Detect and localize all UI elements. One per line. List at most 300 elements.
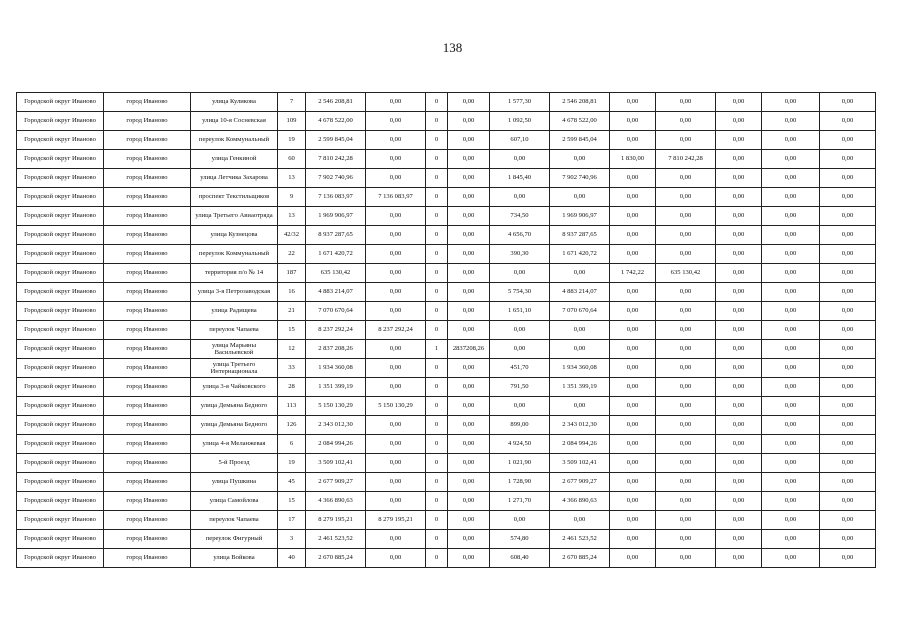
table-cell: 7 136 083,97 (306, 188, 366, 207)
table-cell: 4 366 890,63 (550, 492, 610, 511)
table-cell: 0,00 (820, 226, 876, 245)
table-cell: 3 509 102,41 (306, 454, 366, 473)
table-cell: 17 (278, 511, 306, 530)
table-cell: 0,00 (762, 492, 820, 511)
table-cell: Городской округ Иваново (17, 492, 104, 511)
table-cell: город Иваново (104, 150, 191, 169)
table-row (17, 416, 876, 435)
table-cell: 7 (278, 93, 306, 112)
table-cell: 0,00 (762, 283, 820, 302)
table-cell: 0,00 (762, 207, 820, 226)
table-cell: 0,00 (610, 473, 656, 492)
table-cell: 0 (426, 549, 448, 568)
table-cell: город Иваново (104, 359, 191, 378)
table-cell: 0,00 (656, 530, 716, 549)
table-cell: 0,00 (610, 416, 656, 435)
table-cell: 0,00 (762, 530, 820, 549)
table-cell: 0,00 (610, 340, 656, 359)
table-cell: 0,00 (610, 549, 656, 568)
table-cell: 0,00 (820, 245, 876, 264)
table-cell: 0,00 (366, 283, 426, 302)
table-cell: 0,00 (448, 397, 490, 416)
table-cell: 0,00 (656, 207, 716, 226)
table-cell: 1 969 906,97 (306, 207, 366, 226)
table-cell: 0,00 (366, 492, 426, 511)
table-cell: 791,50 (490, 378, 550, 397)
table-cell: 8 279 195,21 (366, 511, 426, 530)
table-cell: 0 (426, 454, 448, 473)
table-cell: 0,00 (762, 150, 820, 169)
table-cell: 0,00 (820, 473, 876, 492)
table-cell: 0,00 (716, 454, 762, 473)
table-row (17, 226, 876, 245)
table-cell: 2 670 885,24 (550, 549, 610, 568)
table-cell: Городской округ Иваново (17, 188, 104, 207)
table-cell: 8 937 287,65 (306, 226, 366, 245)
table-cell: 7 810 242,28 (656, 150, 716, 169)
table-cell: город Иваново (104, 454, 191, 473)
table-cell: проспект Текстильщиков (191, 188, 278, 207)
table-cell: 0 (426, 188, 448, 207)
table-cell: 0,00 (610, 283, 656, 302)
table-cell: территория п/о № 14 (191, 264, 278, 283)
table-cell: 574,80 (490, 530, 550, 549)
table-cell: город Иваново (104, 340, 191, 359)
table-cell: улица 3-я Чайковского (191, 378, 278, 397)
table-cell: 0 (426, 150, 448, 169)
table-row (17, 283, 876, 302)
table-cell: 390,30 (490, 245, 550, 264)
table-cell: 0 (426, 131, 448, 150)
table-cell: 0,00 (656, 321, 716, 340)
table-cell: 113 (278, 397, 306, 416)
table-cell: 0,00 (550, 264, 610, 283)
table-cell: 2837208,26 (448, 340, 490, 359)
table-cell: 5-й Проезд (191, 454, 278, 473)
table-cell: Городской округ Иваново (17, 549, 104, 568)
table-cell: 0,00 (550, 150, 610, 169)
table-cell: 0,00 (716, 264, 762, 283)
table-cell: 0,00 (448, 302, 490, 321)
table-cell: 0,00 (656, 454, 716, 473)
table-cell: 1 271,70 (490, 492, 550, 511)
table-cell: Городской округ Иваново (17, 112, 104, 131)
table-cell: 451,70 (490, 359, 550, 378)
table-cell: 0,00 (490, 150, 550, 169)
table-cell: 0,00 (716, 340, 762, 359)
table-cell: город Иваново (104, 378, 191, 397)
table-cell: 0,00 (610, 112, 656, 131)
table-cell: 0,00 (610, 226, 656, 245)
table-cell: 0,00 (366, 264, 426, 283)
table-cell: 0,00 (448, 264, 490, 283)
table-cell: 5 754,30 (490, 283, 550, 302)
table-cell: 0,00 (716, 397, 762, 416)
table-cell: 0,00 (656, 340, 716, 359)
table-cell: Городской округ Иваново (17, 511, 104, 530)
table-cell: 2 461 523,52 (306, 530, 366, 549)
table-cell: 0,00 (448, 549, 490, 568)
table-cell: улица Самойлова (191, 492, 278, 511)
table-cell: 0,00 (656, 169, 716, 188)
table-cell: 0,00 (366, 378, 426, 397)
table-cell: город Иваново (104, 226, 191, 245)
table-cell: 0,00 (366, 207, 426, 226)
table-cell: 0,00 (550, 321, 610, 340)
table-cell: 0,00 (448, 454, 490, 473)
table-cell: 0,00 (610, 435, 656, 454)
table-row (17, 530, 876, 549)
table-cell: 7 136 083,97 (366, 188, 426, 207)
table-cell: 16 (278, 283, 306, 302)
table-cell: переулок Коммунальный (191, 131, 278, 150)
table-cell: 8 279 195,21 (306, 511, 366, 530)
table-cell: 0,00 (716, 473, 762, 492)
table-cell: 0,00 (610, 302, 656, 321)
table-cell: 0,00 (656, 131, 716, 150)
table-cell: 0,00 (610, 397, 656, 416)
table-cell: 22 (278, 245, 306, 264)
table-cell: 0,00 (716, 302, 762, 321)
table-cell: 0,00 (448, 435, 490, 454)
table-cell: 5 150 130,29 (306, 397, 366, 416)
table-cell: город Иваново (104, 492, 191, 511)
table-cell: 0,00 (716, 283, 762, 302)
table-cell: 0,00 (448, 416, 490, 435)
table-cell: Городской округ Иваново (17, 416, 104, 435)
table-row (17, 321, 876, 340)
table-cell: 0,00 (366, 473, 426, 492)
table-cell: улица 10-я Сосневская (191, 112, 278, 131)
table-cell: 1 021,90 (490, 454, 550, 473)
table-cell: 1 351 399,19 (550, 378, 610, 397)
table-cell: 0,00 (762, 511, 820, 530)
table-cell: Городской округ Иваново (17, 321, 104, 340)
table-row (17, 492, 876, 511)
table-cell: 0,00 (656, 359, 716, 378)
table-cell: улица Третьего Интернационала (191, 359, 278, 378)
table-cell: 0 (426, 93, 448, 112)
table-cell: 1 728,90 (490, 473, 550, 492)
table-cell: город Иваново (104, 207, 191, 226)
table-cell: 12 (278, 340, 306, 359)
table-cell: 1 742,22 (610, 264, 656, 283)
table-cell: 126 (278, 416, 306, 435)
table-row (17, 131, 876, 150)
table-cell: 0,00 (448, 359, 490, 378)
table-cell: 0,00 (366, 302, 426, 321)
table-cell: 0,00 (762, 245, 820, 264)
table-cell: 0,00 (762, 188, 820, 207)
table-cell: 0 (426, 245, 448, 264)
table-cell: 0,00 (762, 378, 820, 397)
table-cell: 2 670 885,24 (306, 549, 366, 568)
table-row (17, 454, 876, 473)
table-cell: 0,00 (610, 492, 656, 511)
table-cell: 8 937 287,65 (550, 226, 610, 245)
table-cell: улица Демьяна Бедного (191, 397, 278, 416)
registry-table (16, 92, 876, 568)
table-cell: 4 924,50 (490, 435, 550, 454)
table-cell: 0,00 (762, 435, 820, 454)
table-cell: 0,00 (762, 226, 820, 245)
table-row (17, 302, 876, 321)
table-cell: улица Летчика Захарова (191, 169, 278, 188)
table-cell: 0,00 (490, 397, 550, 416)
table-cell: 0,00 (762, 473, 820, 492)
table-row (17, 169, 876, 188)
table-cell: город Иваново (104, 283, 191, 302)
table-cell: 2 084 994,26 (550, 435, 610, 454)
table-cell: город Иваново (104, 264, 191, 283)
table-cell: 13 (278, 207, 306, 226)
table-cell: 0,00 (610, 530, 656, 549)
table-cell: 1 830,00 (610, 150, 656, 169)
table-cell: 2 343 012,30 (550, 416, 610, 435)
table-cell: 0,00 (656, 511, 716, 530)
table-cell: 15 (278, 492, 306, 511)
table-cell: 0,00 (490, 264, 550, 283)
table-cell: город Иваново (104, 188, 191, 207)
table-cell: город Иваново (104, 93, 191, 112)
table-cell: 3 (278, 530, 306, 549)
table-cell: 2 084 994,26 (306, 435, 366, 454)
table-cell: 0,00 (656, 226, 716, 245)
table-cell: улица Марьяны Васильевской (191, 340, 278, 359)
table-cell: 0 (426, 169, 448, 188)
table-cell: 0,00 (820, 283, 876, 302)
table-cell: 0,00 (550, 340, 610, 359)
table-cell: 0,00 (820, 340, 876, 359)
table-cell: 0,00 (550, 511, 610, 530)
table-cell: 0,00 (366, 112, 426, 131)
table-cell: 0,00 (490, 340, 550, 359)
table-cell: Городской округ Иваново (17, 454, 104, 473)
table-cell: 0,00 (716, 226, 762, 245)
table-cell: 0,00 (716, 435, 762, 454)
table-cell: 635 130,42 (306, 264, 366, 283)
table-cell: Городской округ Иваново (17, 397, 104, 416)
table-cell: 0 (426, 473, 448, 492)
table-cell: улица Пушкина (191, 473, 278, 492)
table-cell: 0,00 (762, 302, 820, 321)
table-cell: 0,00 (448, 150, 490, 169)
table-cell: 0,00 (448, 169, 490, 188)
table-cell: 0,00 (448, 245, 490, 264)
table-cell: 0,00 (716, 530, 762, 549)
table-cell: 0,00 (448, 492, 490, 511)
table-body (17, 93, 876, 568)
table-cell: 0,00 (820, 378, 876, 397)
table-cell: улица 3-я Петрозаводская (191, 283, 278, 302)
table-cell: 0,00 (610, 93, 656, 112)
table-cell: город Иваново (104, 245, 191, 264)
table-cell: 7 070 670,64 (550, 302, 610, 321)
table-cell: 1 934 360,08 (550, 359, 610, 378)
table-cell: 0,00 (610, 207, 656, 226)
table-cell: 0,00 (490, 188, 550, 207)
table-cell: 635 130,42 (656, 264, 716, 283)
table-cell: 0,00 (656, 473, 716, 492)
table-cell: Городской округ Иваново (17, 226, 104, 245)
table-cell: город Иваново (104, 435, 191, 454)
table-cell: 0,00 (762, 416, 820, 435)
table-cell: Городской округ Иваново (17, 473, 104, 492)
table-cell: 0,00 (716, 511, 762, 530)
table-cell: город Иваново (104, 549, 191, 568)
table-cell: 13 (278, 169, 306, 188)
table-cell: 1 351 399,19 (306, 378, 366, 397)
table-cell: переулок Коммунальный (191, 245, 278, 264)
table-row (17, 378, 876, 397)
table-cell: 21 (278, 302, 306, 321)
table-cell: 0,00 (716, 112, 762, 131)
table-cell: 2 343 012,30 (306, 416, 366, 435)
table-cell: 0,00 (366, 435, 426, 454)
table-cell: 0,00 (716, 321, 762, 340)
table-cell: 2 546 208,81 (550, 93, 610, 112)
table-cell: 0,00 (820, 416, 876, 435)
table-cell: Городской округ Иваново (17, 435, 104, 454)
table-cell: 0,00 (490, 321, 550, 340)
table-cell: 0,00 (448, 188, 490, 207)
table-cell: 0,00 (716, 188, 762, 207)
table-cell: 2 461 523,52 (550, 530, 610, 549)
table-cell: город Иваново (104, 302, 191, 321)
table-cell: 0,00 (716, 207, 762, 226)
table-cell: 0 (426, 397, 448, 416)
table-cell: улица Войкова (191, 549, 278, 568)
table-cell: 0,00 (610, 454, 656, 473)
table-row (17, 245, 876, 264)
table-cell: 0,00 (448, 511, 490, 530)
table-cell: 0,00 (656, 378, 716, 397)
table-cell: 0,00 (610, 321, 656, 340)
table-row (17, 264, 876, 283)
table-cell: 0,00 (550, 397, 610, 416)
table-cell: 0,00 (448, 93, 490, 112)
table-cell: 0,00 (366, 549, 426, 568)
table-cell: 0,00 (656, 492, 716, 511)
table-cell: 0,00 (762, 112, 820, 131)
table-cell: 0,00 (716, 131, 762, 150)
table-cell: 4 656,70 (490, 226, 550, 245)
table-cell: 0,00 (448, 112, 490, 131)
table-cell: 0,00 (716, 169, 762, 188)
table-cell: 0,00 (448, 283, 490, 302)
table-cell: 7 810 242,28 (306, 150, 366, 169)
table-cell: 2 677 909,27 (550, 473, 610, 492)
table-cell: 0,00 (762, 549, 820, 568)
table-row (17, 340, 876, 359)
table-cell: 0 (426, 511, 448, 530)
table-cell: Городской округ Иваново (17, 302, 104, 321)
table-row (17, 188, 876, 207)
table-cell: Городской округ Иваново (17, 359, 104, 378)
table-cell: 0,00 (366, 530, 426, 549)
table-cell: переулок Чапаева (191, 321, 278, 340)
table-cell: 1 969 906,97 (550, 207, 610, 226)
table-cell: 0,00 (820, 93, 876, 112)
table-cell: 19 (278, 131, 306, 150)
table-cell: 7 902 740,96 (550, 169, 610, 188)
table-cell: 0,00 (610, 359, 656, 378)
table-cell: 4 366 890,63 (306, 492, 366, 511)
table-cell: переулок Чапаева (191, 511, 278, 530)
table-cell: 0,00 (820, 530, 876, 549)
table-cell: 60 (278, 150, 306, 169)
table-cell: город Иваново (104, 416, 191, 435)
table-cell: 0,00 (366, 359, 426, 378)
table-cell: 0,00 (656, 283, 716, 302)
table-cell: 0,00 (550, 188, 610, 207)
table-cell: город Иваново (104, 473, 191, 492)
table-cell: улица Кузнецова (191, 226, 278, 245)
table-cell: 1 577,30 (490, 93, 550, 112)
page-number: 138 (442, 40, 463, 55)
table-cell: 5 150 130,29 (366, 397, 426, 416)
table-cell: улица Радищева (191, 302, 278, 321)
table-cell: 0,00 (366, 131, 426, 150)
table-cell: 0,00 (716, 245, 762, 264)
table-cell: Городской округ Иваново (17, 283, 104, 302)
table-cell: Городской округ Иваново (17, 93, 104, 112)
table-row (17, 112, 876, 131)
table-cell: 1 671 420,72 (550, 245, 610, 264)
table-cell: 0,00 (610, 188, 656, 207)
table-cell: 0,00 (820, 264, 876, 283)
table-cell: 0,00 (820, 359, 876, 378)
table-cell: Городской округ Иваново (17, 150, 104, 169)
table-row (17, 93, 876, 112)
table-cell: улица Генкиной (191, 150, 278, 169)
table-cell: 1 671 420,72 (306, 245, 366, 264)
table-cell: 0 (426, 321, 448, 340)
table-cell: 7 070 670,64 (306, 302, 366, 321)
table-cell: 8 237 292,24 (306, 321, 366, 340)
table-cell: 40 (278, 549, 306, 568)
table-cell: 0,00 (762, 454, 820, 473)
table-cell: 0,00 (716, 549, 762, 568)
table-row (17, 397, 876, 416)
table-cell: 4 883 214,07 (550, 283, 610, 302)
table-cell: 4 678 522,00 (550, 112, 610, 131)
table-cell: 0 (426, 207, 448, 226)
table-cell: Городской округ Иваново (17, 378, 104, 397)
table-cell: 0,00 (366, 169, 426, 188)
table-cell: 0,00 (490, 511, 550, 530)
table-row (17, 150, 876, 169)
table-cell: 6 (278, 435, 306, 454)
table-cell: 45 (278, 473, 306, 492)
table-cell: 0,00 (762, 321, 820, 340)
table-cell: 0,00 (820, 549, 876, 568)
table-cell: улица Третьего Авиаотряда (191, 207, 278, 226)
table-cell: Городской округ Иваново (17, 264, 104, 283)
table-cell: Городской округ Иваново (17, 207, 104, 226)
table-cell: город Иваново (104, 397, 191, 416)
table-cell: 15 (278, 321, 306, 340)
table-cell: 0,00 (656, 302, 716, 321)
table-cell: 0,00 (448, 530, 490, 549)
table-cell: 0,00 (366, 93, 426, 112)
table-row (17, 207, 876, 226)
table-cell: 0,00 (820, 492, 876, 511)
table-cell: 0 (426, 359, 448, 378)
table-cell: 0,00 (610, 511, 656, 530)
table-cell: 0,00 (820, 397, 876, 416)
table-cell: 0,00 (656, 93, 716, 112)
